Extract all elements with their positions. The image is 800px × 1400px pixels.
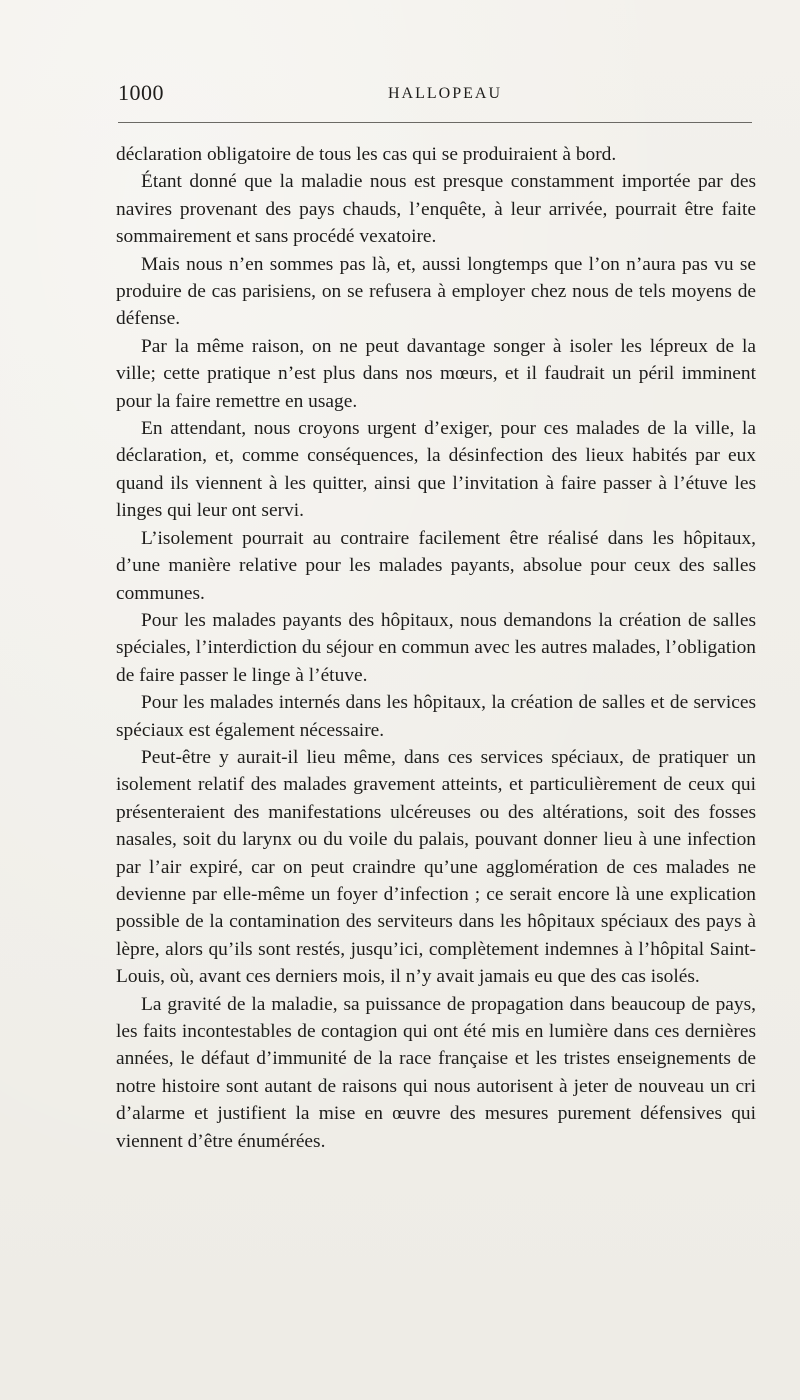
- paragraph-continued: déclaration obligatoire de tous les cas qui se produiraient à bord.: [116, 144, 617, 165]
- paragraph: En attendant, nous croyons urgent d’exiger, pour ces malades de la ville, la déclaration, et, comme conséquences, la désinfection des lieux habités par eux quand ils viennent à les quitter, ainsi que l’invitation à faire passer à l’étuve les linges qui leur ont servi.: [116, 418, 756, 522]
- paragraph: La gravité de la maladie, sa puissance de propagation dans beaucoup de pays, les faits incontestables de contagion qui ont été mis en lumière dans ces dernières années, le défaut d’immunité de la race française et les tristes enseignements de notre histoire sont autant de raisons qui nous autorisent à jeter de nouveau un cri d’alarme et justifient la mise en œuvre des mesures purement défensives qui viennent d’être énumérées.: [116, 993, 756, 1152]
- paragraph: Pour les malades payants des hôpitaux, nous demandons la création de salles spéciales, l’interdiction du séjour en commun avec les autres malades, l’obligation de faire passer le linge à l’étuve.: [116, 609, 756, 686]
- page-number: 1000: [118, 80, 164, 105]
- running-head: [118, 80, 752, 110]
- paragraph: Pour les malades internés dans les hôpitaux, la création de salles et de services spéciaux est également nécessaire.: [116, 692, 756, 741]
- header-rule: [118, 122, 752, 123]
- paragraph: L’isolement pourrait au contraire facilement être réalisé dans les hôpitaux, d’une manière relative pour les malades payants, absolue pour ceux des salles communes.: [116, 527, 756, 604]
- paragraph: Peut-être y aurait-il lieu même, dans ces services spéciaux, de pratiquer un isolement relatif des malades gravement atteints, et particulièrement de ceux qui présenteraient des manifestations ulcéreuses ou des altérations, soit des fosses nasales, soit du larynx ou du voile du palais, pouvant donner lieu à une infection par l’air expiré, car on peut craindre qu’une agglomération de ces malades ne devienne par elle-même un foyer d’infection ; ce serait encore là une explication possible de la contamination des serviteurs dans les hôpitaux spéciaux des pays à lèpre, alors qu’ils sont restés, jusqu’ici, complètement indemnes à l’hôpital Saint-Louis, où, avant ces derniers mois, il n’y avait jamais eu que des cas isolés.: [116, 746, 756, 988]
- paragraph: Étant donné que la maladie nous est presque constamment importée par des navires provenant des pays chauds, l’enquête, à leur arrivée, pourrait être faite sommairement et sans procédé vexatoire.: [116, 171, 756, 248]
- running-title: HALLOPEAU: [388, 85, 502, 102]
- body-text: [116, 141, 756, 1155]
- paragraph: Par la même raison, on ne peut davantage songer à isoler les lépreux de la ville; cette pratique n’est plus dans nos mœurs, et il faudrait un péril imminent pour la faire remettre en usage.: [116, 335, 756, 412]
- paragraph: Mais nous n’en sommes pas là, et, aussi longtemps que l’on n’aura pas vu se produire de cas parisiens, on se refusera à employer chez nous de tels moyens de défense.: [116, 253, 756, 330]
